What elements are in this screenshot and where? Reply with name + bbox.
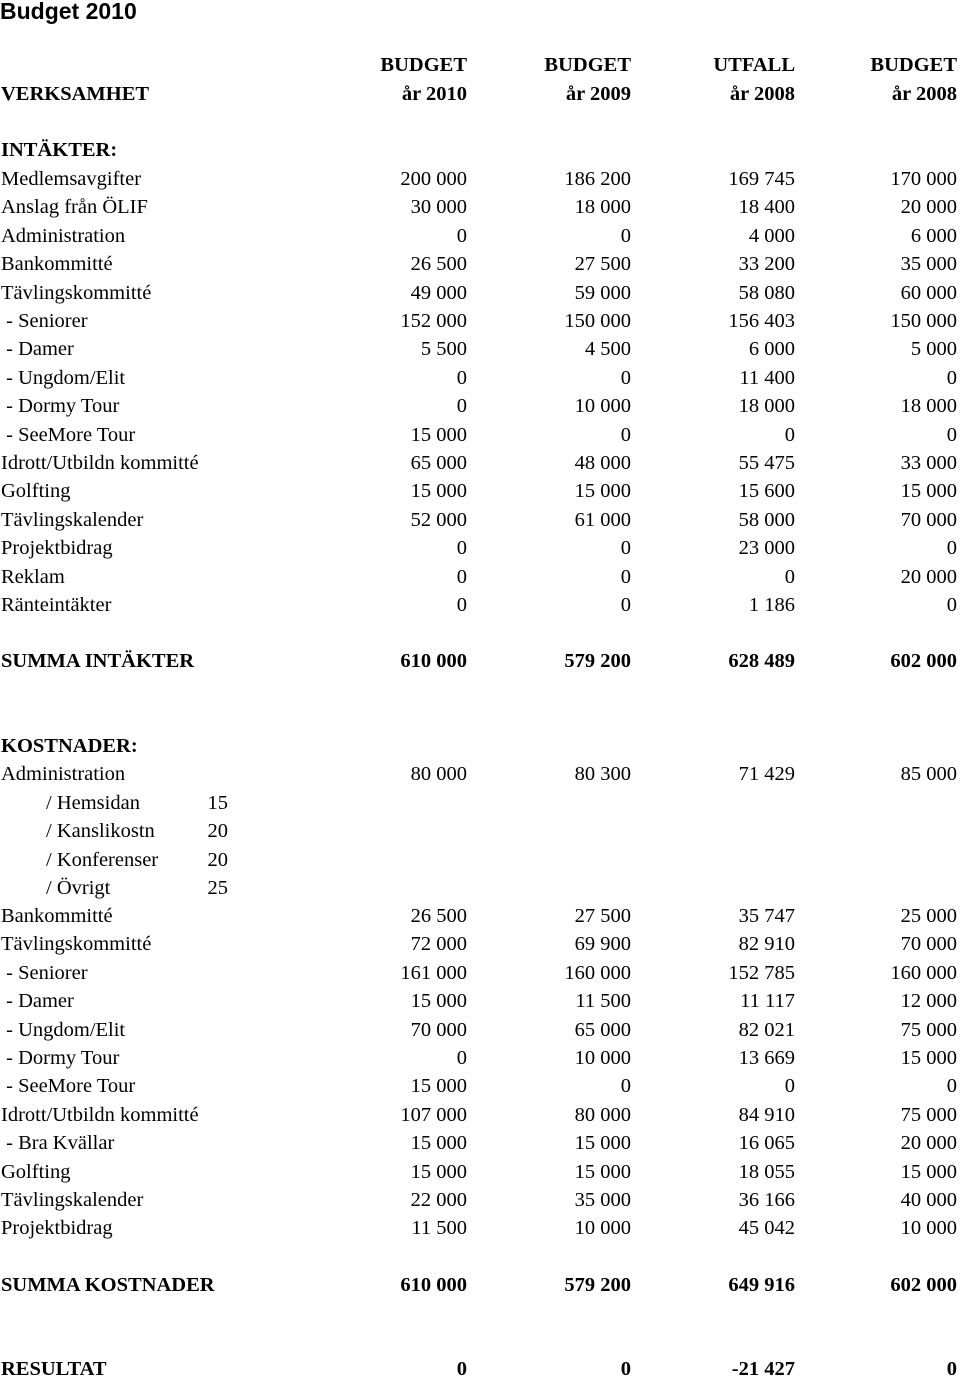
- row-label: Tävlingskalender: [1, 1189, 144, 1211]
- cell-value: 58 080: [738, 281, 795, 304]
- table-row: [0, 449, 960, 477]
- row-label: Idrott/Utbildn kommitté: [1, 452, 199, 474]
- cell-value: 16 065: [738, 1132, 795, 1155]
- row-label: Bankommitté: [1, 253, 113, 276]
- table-row: [0, 1214, 960, 1242]
- cell-value: 150 000: [890, 310, 957, 332]
- cell-value: 55 475: [738, 452, 795, 474]
- row-label: Tävlingskalender: [1, 508, 144, 531]
- cell-value: 75 000: [900, 1103, 957, 1126]
- cell-value: 0: [946, 423, 957, 446]
- cell-value: 0: [456, 366, 467, 389]
- row-label: Administration: [1, 763, 126, 785]
- cell-value: 49 000: [410, 281, 467, 304]
- cell-value: 20 000: [900, 196, 957, 219]
- cell-value: 20 000: [900, 1132, 957, 1155]
- cell-value: 0: [620, 537, 631, 560]
- table-row: [0, 193, 960, 221]
- cell-value: 200 000: [400, 168, 467, 190]
- cell-value: 18 000: [738, 395, 795, 418]
- breakdown-label: / Hemsidan: [46, 792, 140, 814]
- table-row: [0, 506, 960, 534]
- row-label: Reklam: [1, 565, 65, 588]
- breakdown-value: 15: [207, 792, 228, 814]
- income-heading: [0, 136, 960, 164]
- table-row: [0, 959, 960, 987]
- header-year-2: år 2009: [565, 83, 631, 105]
- row-label: - Dormy Tour: [1, 395, 120, 418]
- cell-value: 33 000: [900, 452, 957, 474]
- table-row: [0, 874, 960, 902]
- cell-value: 15 000: [574, 1160, 631, 1183]
- cell-value: 59 000: [574, 281, 631, 304]
- header-col-2: BUDGET: [544, 54, 631, 76]
- cell-value: 15 000: [410, 480, 467, 503]
- table-row: [0, 421, 960, 449]
- cell-value: 80 300: [574, 763, 631, 785]
- cell-value: 6 000: [910, 224, 957, 247]
- cell-value: 0: [946, 537, 957, 560]
- row-label: Tävlingskommitté: [1, 933, 152, 956]
- costs-total-row: [0, 1271, 960, 1299]
- cell-value: 40 000: [900, 1189, 957, 1211]
- cell-value: 65 000: [410, 452, 467, 474]
- cell-value: 0: [946, 366, 957, 389]
- cell-value: 33 200: [738, 253, 795, 276]
- cell-value: 22 000: [410, 1189, 467, 1211]
- cell-value: 150 000: [564, 310, 631, 332]
- costs-admin-row: [0, 760, 960, 788]
- table-row: [0, 902, 960, 930]
- cell-value: 0: [620, 594, 631, 616]
- cell-value: 4 500: [584, 338, 631, 361]
- cell-value: 75 000: [900, 1018, 957, 1041]
- cell-value: 0: [456, 594, 467, 616]
- result-label: RESULTAT: [1, 1358, 107, 1380]
- cell-value: 65 000: [574, 1018, 631, 1041]
- cell-value: 11 117: [740, 990, 795, 1013]
- cell-value: 11 400: [739, 366, 795, 389]
- cell-value: 35 000: [574, 1189, 631, 1211]
- row-label: Tävlingskommitté: [1, 281, 152, 304]
- costs-heading-label: KOSTNADER:: [1, 735, 138, 757]
- cell-value: 69 900: [574, 933, 631, 956]
- row-label: - SeeMore Tour: [1, 1075, 136, 1098]
- cell-value: 0: [456, 395, 467, 418]
- income-total-value: 579 200: [564, 650, 631, 672]
- cell-value: 15 000: [900, 1047, 957, 1069]
- cell-value: 35 747: [738, 905, 795, 927]
- table-row: [0, 364, 960, 392]
- cell-value: 18 000: [900, 395, 957, 418]
- cell-value: 0: [456, 1047, 467, 1069]
- table-row: [0, 1016, 960, 1044]
- row-label: - Ungdom/Elit: [1, 1018, 126, 1041]
- costs-total-label: SUMMA KOSTNADER: [1, 1274, 215, 1296]
- cell-value: 0: [784, 423, 795, 446]
- cell-value: 160 000: [564, 961, 631, 984]
- row-label: Projektbidrag: [1, 1217, 113, 1240]
- cell-value: 52 000: [410, 508, 467, 531]
- breakdown-value: 25: [207, 877, 228, 900]
- result-value: -21 427: [731, 1358, 795, 1380]
- cell-value: 15 600: [738, 480, 795, 503]
- cell-value: 23 000: [738, 537, 795, 560]
- table-row: [0, 591, 960, 619]
- table-row: [0, 222, 960, 250]
- cell-value: 0: [456, 224, 467, 247]
- cell-value: 0: [620, 1075, 631, 1098]
- cell-value: 170 000: [890, 168, 957, 190]
- cell-value: 160 000: [890, 961, 957, 984]
- cell-value: 10 000: [574, 1217, 631, 1240]
- header-label: VERKSAMHET: [1, 83, 150, 105]
- breakdown-label: / Kanslikostn: [46, 820, 155, 843]
- cell-value: 0: [946, 1075, 957, 1098]
- breakdown-value: 20: [207, 848, 228, 871]
- cell-value: 20 000: [900, 565, 957, 588]
- cell-value: 15 000: [900, 1160, 957, 1183]
- costs-total-value: 579 200: [564, 1274, 631, 1296]
- header-row-1: [0, 51, 960, 79]
- cell-value: 169 745: [728, 168, 795, 190]
- cell-value: 161 000: [400, 961, 467, 984]
- table-row: [0, 930, 960, 958]
- row-label: Projektbidrag: [1, 537, 113, 560]
- table-row: [0, 534, 960, 562]
- cell-value: 15 000: [900, 480, 957, 503]
- table-row: [0, 1101, 960, 1129]
- cell-value: 60 000: [900, 281, 957, 304]
- cell-value: 107 000: [400, 1103, 467, 1126]
- costs-total-value: 602 000: [890, 1274, 957, 1296]
- income-total-value: 628 489: [728, 650, 795, 672]
- cell-value: 26 500: [410, 905, 467, 927]
- page-title: Budget 2010: [0, 0, 137, 24]
- header-col-3: UTFALL: [713, 54, 795, 76]
- cell-value: 10 000: [574, 1047, 631, 1069]
- row-label: Golfting: [1, 480, 71, 503]
- header-year-3: år 2008: [729, 83, 795, 105]
- cell-value: 0: [620, 565, 631, 588]
- cell-value: 5 500: [420, 338, 467, 361]
- table-row: [0, 307, 960, 335]
- cell-value: 13 669: [738, 1047, 795, 1069]
- cell-value: 0: [784, 565, 795, 588]
- cell-value: 61 000: [574, 508, 631, 531]
- cell-value: 186 200: [564, 168, 631, 190]
- cell-value: 18 055: [738, 1160, 795, 1183]
- cell-value: 5 000: [910, 338, 957, 361]
- cell-value: 18 400: [738, 196, 795, 219]
- table-row: [0, 392, 960, 420]
- cell-value: 15 000: [574, 480, 631, 503]
- table-row: [0, 1072, 960, 1100]
- cell-value: 15 000: [410, 990, 467, 1013]
- cell-value: 80 000: [410, 763, 467, 785]
- cell-value: 10 000: [574, 395, 631, 418]
- cell-value: 70 000: [410, 1018, 467, 1041]
- table-row: [0, 1044, 960, 1072]
- cell-value: 84 910: [738, 1103, 795, 1126]
- cell-value: 70 000: [900, 508, 957, 531]
- row-label: - SeeMore Tour: [1, 423, 136, 446]
- row-label: - Seniorer: [1, 310, 88, 332]
- income-total-value: 602 000: [890, 650, 957, 672]
- cell-value: 35 000: [900, 253, 957, 276]
- result-value: 0: [620, 1358, 631, 1380]
- row-label: Bankommitté: [1, 905, 113, 927]
- table-row: [0, 165, 960, 193]
- costs-total-value: 649 916: [728, 1274, 795, 1296]
- breakdown-value: 20: [207, 820, 228, 843]
- cell-value: 156 403: [728, 310, 795, 332]
- cell-value: 0: [456, 565, 467, 588]
- row-label: - Damer: [1, 990, 74, 1013]
- cell-value: 85 000: [900, 763, 957, 785]
- cell-value: 11 500: [411, 1217, 467, 1240]
- row-label: Ränteintäkter: [1, 594, 112, 616]
- row-label: Medlemsavgifter: [1, 168, 142, 190]
- cell-value: 15 000: [410, 1075, 467, 1098]
- cell-value: 0: [784, 1075, 795, 1098]
- row-label: - Ungdom/Elit: [1, 366, 126, 389]
- cell-value: 0: [620, 366, 631, 389]
- cell-value: 15 000: [574, 1132, 631, 1155]
- cell-value: 48 000: [574, 452, 631, 474]
- cell-value: 152 000: [400, 310, 467, 332]
- row-label: - Bra Kvällar: [1, 1132, 115, 1155]
- table-row: [0, 1158, 960, 1186]
- cell-value: 6 000: [748, 338, 795, 361]
- row-label: Golfting: [1, 1160, 71, 1183]
- cell-value: 82 021: [738, 1018, 795, 1041]
- cell-value: 0: [946, 594, 957, 616]
- table-row: [0, 987, 960, 1015]
- table-row: [0, 563, 960, 591]
- cell-value: 30 000: [410, 196, 467, 219]
- table-row: [0, 817, 960, 845]
- cell-value: 10 000: [900, 1217, 957, 1240]
- cell-value: 12 000: [900, 990, 957, 1013]
- cell-value: 72 000: [410, 933, 467, 956]
- income-total-row: [0, 647, 960, 675]
- cell-value: 1 186: [748, 594, 795, 616]
- table-row: [0, 279, 960, 307]
- cell-value: 58 000: [738, 508, 795, 531]
- cell-value: 4 000: [748, 224, 795, 247]
- header-year-4: år 2008: [891, 83, 957, 105]
- income-total-value: 610 000: [400, 650, 467, 672]
- table-row: [0, 335, 960, 363]
- cell-value: 45 042: [738, 1217, 795, 1240]
- row-label: Administration: [1, 224, 126, 247]
- cell-value: 152 785: [728, 961, 795, 984]
- table-row: [0, 477, 960, 505]
- table-row: [0, 789, 960, 817]
- cell-value: 71 429: [738, 763, 795, 785]
- cell-value: 36 166: [738, 1189, 795, 1211]
- header-col-4: BUDGET: [870, 54, 957, 76]
- cell-value: 15 000: [410, 1160, 467, 1183]
- table-row: [0, 1186, 960, 1214]
- header-year-1: år 2010: [401, 83, 467, 105]
- costs-total-value: 610 000: [400, 1274, 467, 1296]
- cell-value: 15 000: [410, 1132, 467, 1155]
- row-label: - Dormy Tour: [1, 1047, 120, 1069]
- income-heading-label: INTÄKTER:: [1, 139, 118, 161]
- header-row-2: [0, 80, 960, 108]
- cell-value: 0: [620, 423, 631, 446]
- cell-value: 15 000: [410, 423, 467, 446]
- cell-value: 0: [620, 224, 631, 247]
- cell-value: 18 000: [574, 196, 631, 219]
- table-row: [0, 846, 960, 874]
- row-label: - Seniorer: [1, 961, 88, 984]
- costs-heading: [0, 732, 960, 760]
- row-label: - Damer: [1, 338, 74, 361]
- result-value: 0: [456, 1358, 467, 1380]
- cell-value: 11 500: [575, 990, 631, 1013]
- result-value: 0: [946, 1358, 957, 1380]
- cell-value: 70 000: [900, 933, 957, 956]
- table-row: [0, 1129, 960, 1157]
- breakdown-label: / Övrigt: [46, 877, 111, 900]
- header-col-1: BUDGET: [380, 54, 467, 76]
- cell-value: 27 500: [574, 905, 631, 927]
- cell-value: 0: [456, 537, 467, 560]
- row-label: Idrott/Utbildn kommitté: [1, 1103, 199, 1126]
- income-total-label: SUMMA INTÄKTER: [1, 650, 195, 672]
- row-label: Anslag från ÖLIF: [1, 196, 148, 219]
- cell-value: 82 910: [738, 933, 795, 956]
- table-row: [0, 250, 960, 278]
- cell-value: 80 000: [574, 1103, 631, 1126]
- cell-value: 25 000: [900, 905, 957, 927]
- cell-value: 27 500: [574, 253, 631, 276]
- breakdown-label: / Konferenser: [46, 848, 159, 871]
- cell-value: 26 500: [410, 253, 467, 276]
